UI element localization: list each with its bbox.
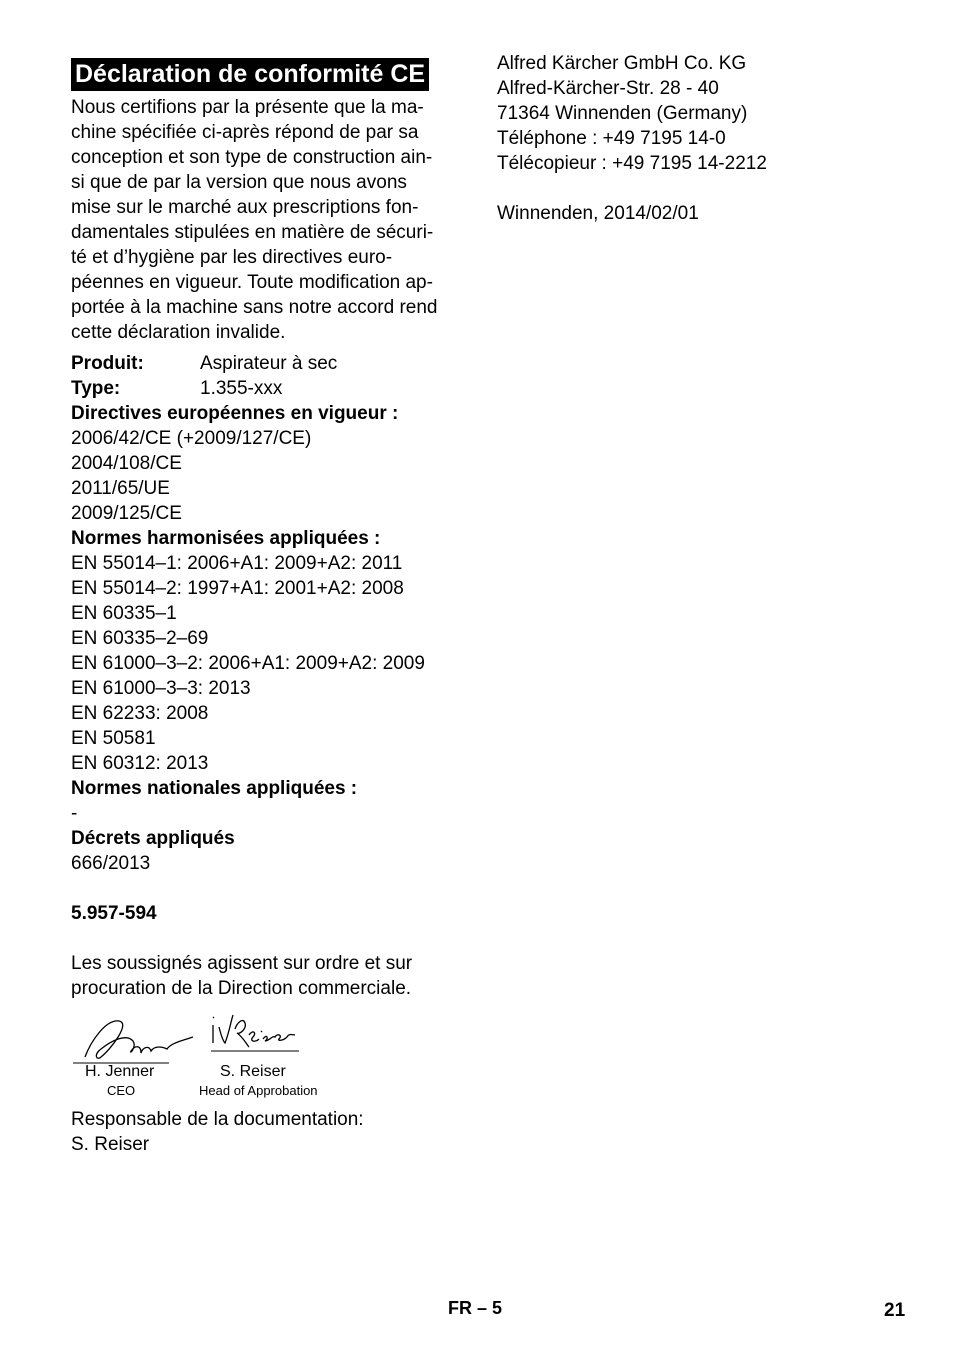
- harmonized-item: EN 60312: 2013: [71, 753, 209, 774]
- harmonized-item: EN 61000–3–2: 2006+A1: 2009+A2: 2009: [71, 653, 425, 674]
- signatory-name: H. Jenner: [85, 1063, 155, 1080]
- signatory-role: Head of Approbation: [199, 1083, 318, 1098]
- intro-line: portée à la machine sans notre accord rend: [71, 297, 438, 318]
- harmonized-item: EN 50581: [71, 728, 156, 749]
- decrees-value: 666/2013: [71, 853, 151, 874]
- intro-line: chine spécifiée ci-après répond de par sa: [71, 122, 419, 143]
- signature-block: [71, 1001, 466, 1101]
- company-line: Alfred-Kärcher-Str. 28 - 40: [497, 78, 719, 99]
- mandate-line: procuration de la Direction commerciale.: [71, 978, 412, 999]
- directives-heading: Directives européennes en vigueur :: [71, 403, 399, 424]
- product-row: [71, 351, 466, 376]
- decrees-heading: Décrets appliqués: [71, 828, 235, 849]
- directive-item: 2011/65/UE: [71, 478, 170, 499]
- documentation-name: S. Reiser: [71, 1134, 150, 1155]
- intro-paragraph: [71, 95, 466, 345]
- page-title: Déclaration de conformité CE: [71, 58, 429, 91]
- company-column: [497, 51, 917, 226]
- declaration-column: [71, 58, 466, 1157]
- signatory-name: S. Reiser: [220, 1063, 286, 1080]
- type-row: [71, 376, 466, 401]
- company-line: Télécopieur : +49 7195 14-2212: [497, 153, 767, 174]
- document-number: 5.957-594: [71, 903, 157, 924]
- harmonized-item: EN 60335–2–69: [71, 628, 209, 649]
- harmonized-item: EN 55014–2: 1997+A1: 2001+A2: 2008: [71, 578, 404, 599]
- signatory-role: CEO: [107, 1083, 136, 1098]
- harmonized-item: EN 62233: 2008: [71, 703, 209, 724]
- directive-item: 2006/42/CE (+2009/127/CE): [71, 428, 312, 449]
- company-line: Alfred Kärcher GmbH Co. KG: [497, 53, 747, 74]
- product-value: Aspirateur à sec: [200, 353, 338, 374]
- national-heading: Normes nationales appliquées :: [71, 778, 358, 799]
- harmonized-item: EN 60335–1: [71, 603, 177, 624]
- intro-line: cette déclaration invalide.: [71, 322, 286, 343]
- place-date: Winnenden, 2014/02/01: [497, 203, 699, 224]
- type-label: Type:: [71, 378, 121, 399]
- section-footer: FR – 5: [448, 1298, 503, 1318]
- directive-item: 2004/108/CE: [71, 453, 182, 474]
- documentation-label: Responsable de la documentation:: [71, 1109, 364, 1130]
- type-value: 1.355-xxx: [200, 378, 283, 399]
- intro-line: damentales stipulées en matière de sécuri-: [71, 222, 434, 243]
- harmonized-heading: Normes harmonisées appliquées :: [71, 528, 381, 549]
- national-value: -: [71, 803, 78, 824]
- product-label: Produit:: [71, 353, 144, 374]
- signature-reiser-image: [209, 1005, 304, 1061]
- intro-line: mise sur le marché aux prescriptions fon-: [71, 197, 419, 218]
- intro-line: conception et son type de construction ain-: [71, 147, 433, 168]
- harmonized-item: EN 55014–1: 2006+A1: 2009+A2: 2011: [71, 553, 403, 574]
- company-line: Téléphone : +49 7195 14-0: [497, 128, 726, 149]
- harmonized-item: EN 61000–3–3: 2013: [71, 678, 251, 699]
- mandate-line: Les soussignés agissent sur ordre et sur: [71, 953, 413, 974]
- company-line: 71364 Winnenden (Germany): [497, 103, 748, 124]
- intro-line: té et d’hygiène par les directives euro-: [71, 247, 393, 268]
- directive-item: 2009/125/CE: [71, 503, 182, 524]
- intro-line: péennes en vigueur. Toute modification ap-: [71, 272, 433, 293]
- signature-jenner-image: [71, 1011, 201, 1071]
- page-number: 21: [884, 1300, 906, 1321]
- intro-line: Nous certifions par la présente que la ma-: [71, 97, 424, 118]
- intro-line: si que de par la version que nous avons: [71, 172, 407, 193]
